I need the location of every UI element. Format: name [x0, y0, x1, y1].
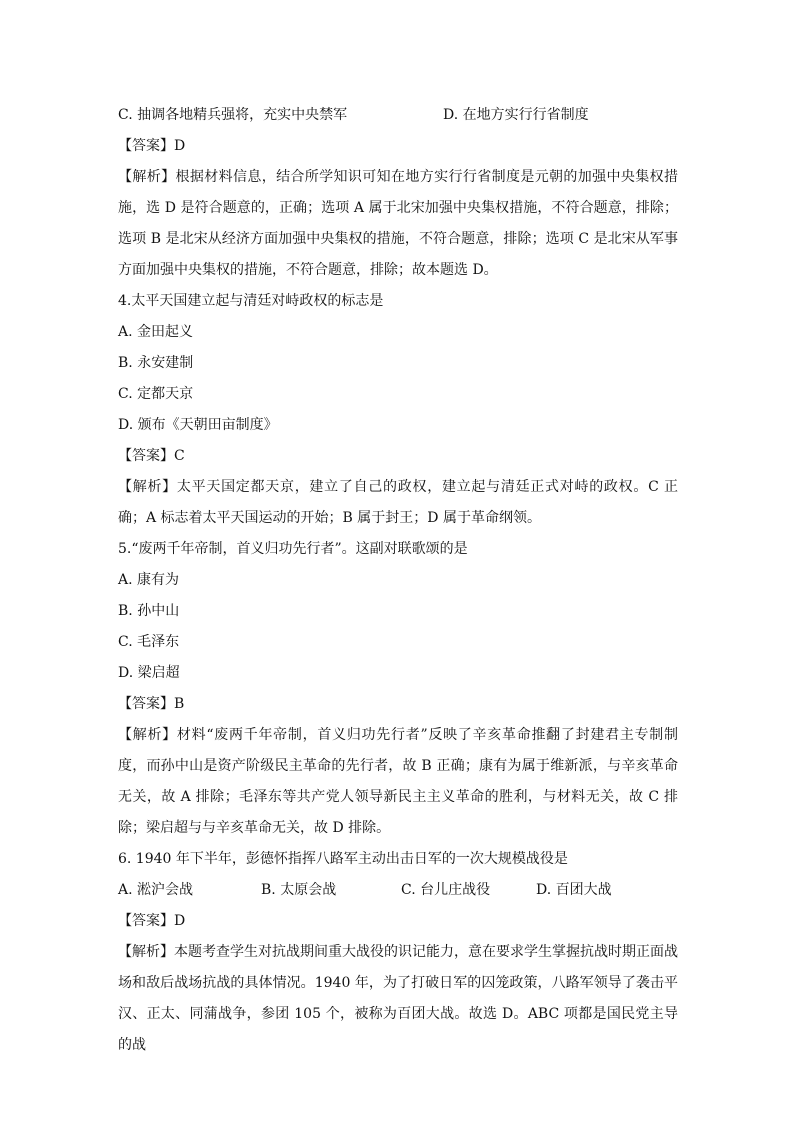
q3-answer-label: 【答案】 [118, 138, 174, 154]
q3-analysis-text: 根据材料信息，结合所学知识可知在地方实行行省制度是元朝的加强中央集权措施，选 D 是符合题意的，正确；选项 A 属于北宋加强中央集权措施，不符合题意，排除；选项 B 是北宋从经济方面加强中央集权的措施，不符合题意，排除；选项 C 是北宋从军事方面加强中央集权的措施，不符合题意，排除；故本题选 D。 [118, 169, 679, 278]
q6-answer-value: D [174, 913, 186, 929]
q5-option-d: D. 梁启超 [118, 665, 180, 681]
q3-option-c: C. 抽调各地精兵强将，充实中央禁军 [118, 107, 348, 123]
q5-answer-label: 【答案】 [118, 696, 174, 712]
q5-answer [118, 689, 678, 720]
q5-answer-value: B [174, 696, 185, 712]
q4-option-a: A. 金田起义 [118, 324, 194, 340]
q5-analysis-label: 【解析】 [118, 727, 177, 743]
q6-question: 6. 1940 年下半年，彭德怀指挥八路军主动出击日军的一次大规模战役是 [118, 851, 568, 867]
q6-option-d: D. 百团大战 [536, 882, 612, 898]
q4-answer-value: C [174, 448, 185, 464]
q6-analysis [118, 937, 678, 1061]
q6-option-a: A. 淞沪会战 [118, 882, 194, 898]
q6-option-b: B. 太原会战 [261, 882, 337, 898]
q5-option-a: A. 康有为 [118, 572, 180, 588]
q6-answer-label: 【答案】 [118, 913, 174, 929]
q3-analysis-label: 【解析】 [118, 169, 176, 185]
q3-option-d: D. 在地方实行行省制度 [443, 107, 589, 123]
q6-analysis-label: 【解析】 [118, 944, 174, 960]
q4-option-c: C. 定都天京 [118, 386, 194, 402]
q6-option-c: C. 台儿庄战役 [401, 882, 491, 898]
q5-question: 5.“废两千年帝制，首义归功先行者”。这副对联歌颂的是 [118, 541, 468, 557]
q4-analysis [118, 472, 678, 534]
q5-analysis [118, 720, 678, 844]
document-page [118, 100, 678, 1061]
q6-analysis-text: 本题考查学生对抗战期间重大战役的识记能力，意在要求学生掌握抗战时期正面战场和敌后战场抗战的具体情况。1940 年，为了打破日军的囚笼政策，八路军领导了袭击平汉、正太、同蒲战争，参团 105 个，被称为百团大战。故选 D。ABC 项都是国民党主导的战 [118, 944, 678, 1053]
q6-answer [118, 906, 678, 937]
q6-options-row [118, 875, 678, 906]
q5-option-b: B. 孙中山 [118, 603, 180, 619]
q4-answer-label: 【答案】 [118, 448, 174, 464]
q3-analysis [118, 162, 678, 286]
q4-answer [118, 441, 678, 472]
q3-answer-value: D [174, 138, 186, 154]
q5-option-c: C. 毛泽东 [118, 634, 180, 650]
q3-answer [118, 131, 678, 162]
q4-analysis-label: 【解析】 [118, 479, 177, 495]
q4-question: 4.太平天国建立起与清廷对峙政权的标志是 [118, 293, 384, 309]
q5-analysis-text: 材料“废两千年帝制，首义归功先行者”反映了辛亥革命推翻了封建君主专制制度，而孙中山是资产阶级民主革命的先行者，故 B 正确；康有为属于维新派，与辛亥革命无关，故 A 排除；毛泽东等共产党人领导新民主主义革命的胜利，与材料无关，故 C 排除；梁启超与与辛亥革命无关，故 D 排除。 [118, 727, 679, 836]
q3-options-row [118, 100, 678, 131]
q4-option-d: D. 颁布《天朝田亩制度》 [118, 417, 278, 433]
q4-analysis-text: 太平天国定都天京，建立了自己的政权，建立起与清廷正式对峙的政权。C 正确；A 标志着太平天国运动的开始；B 属于封王；D 属于革命纲领。 [118, 479, 678, 526]
q4-option-b: B. 永安建制 [118, 355, 194, 371]
